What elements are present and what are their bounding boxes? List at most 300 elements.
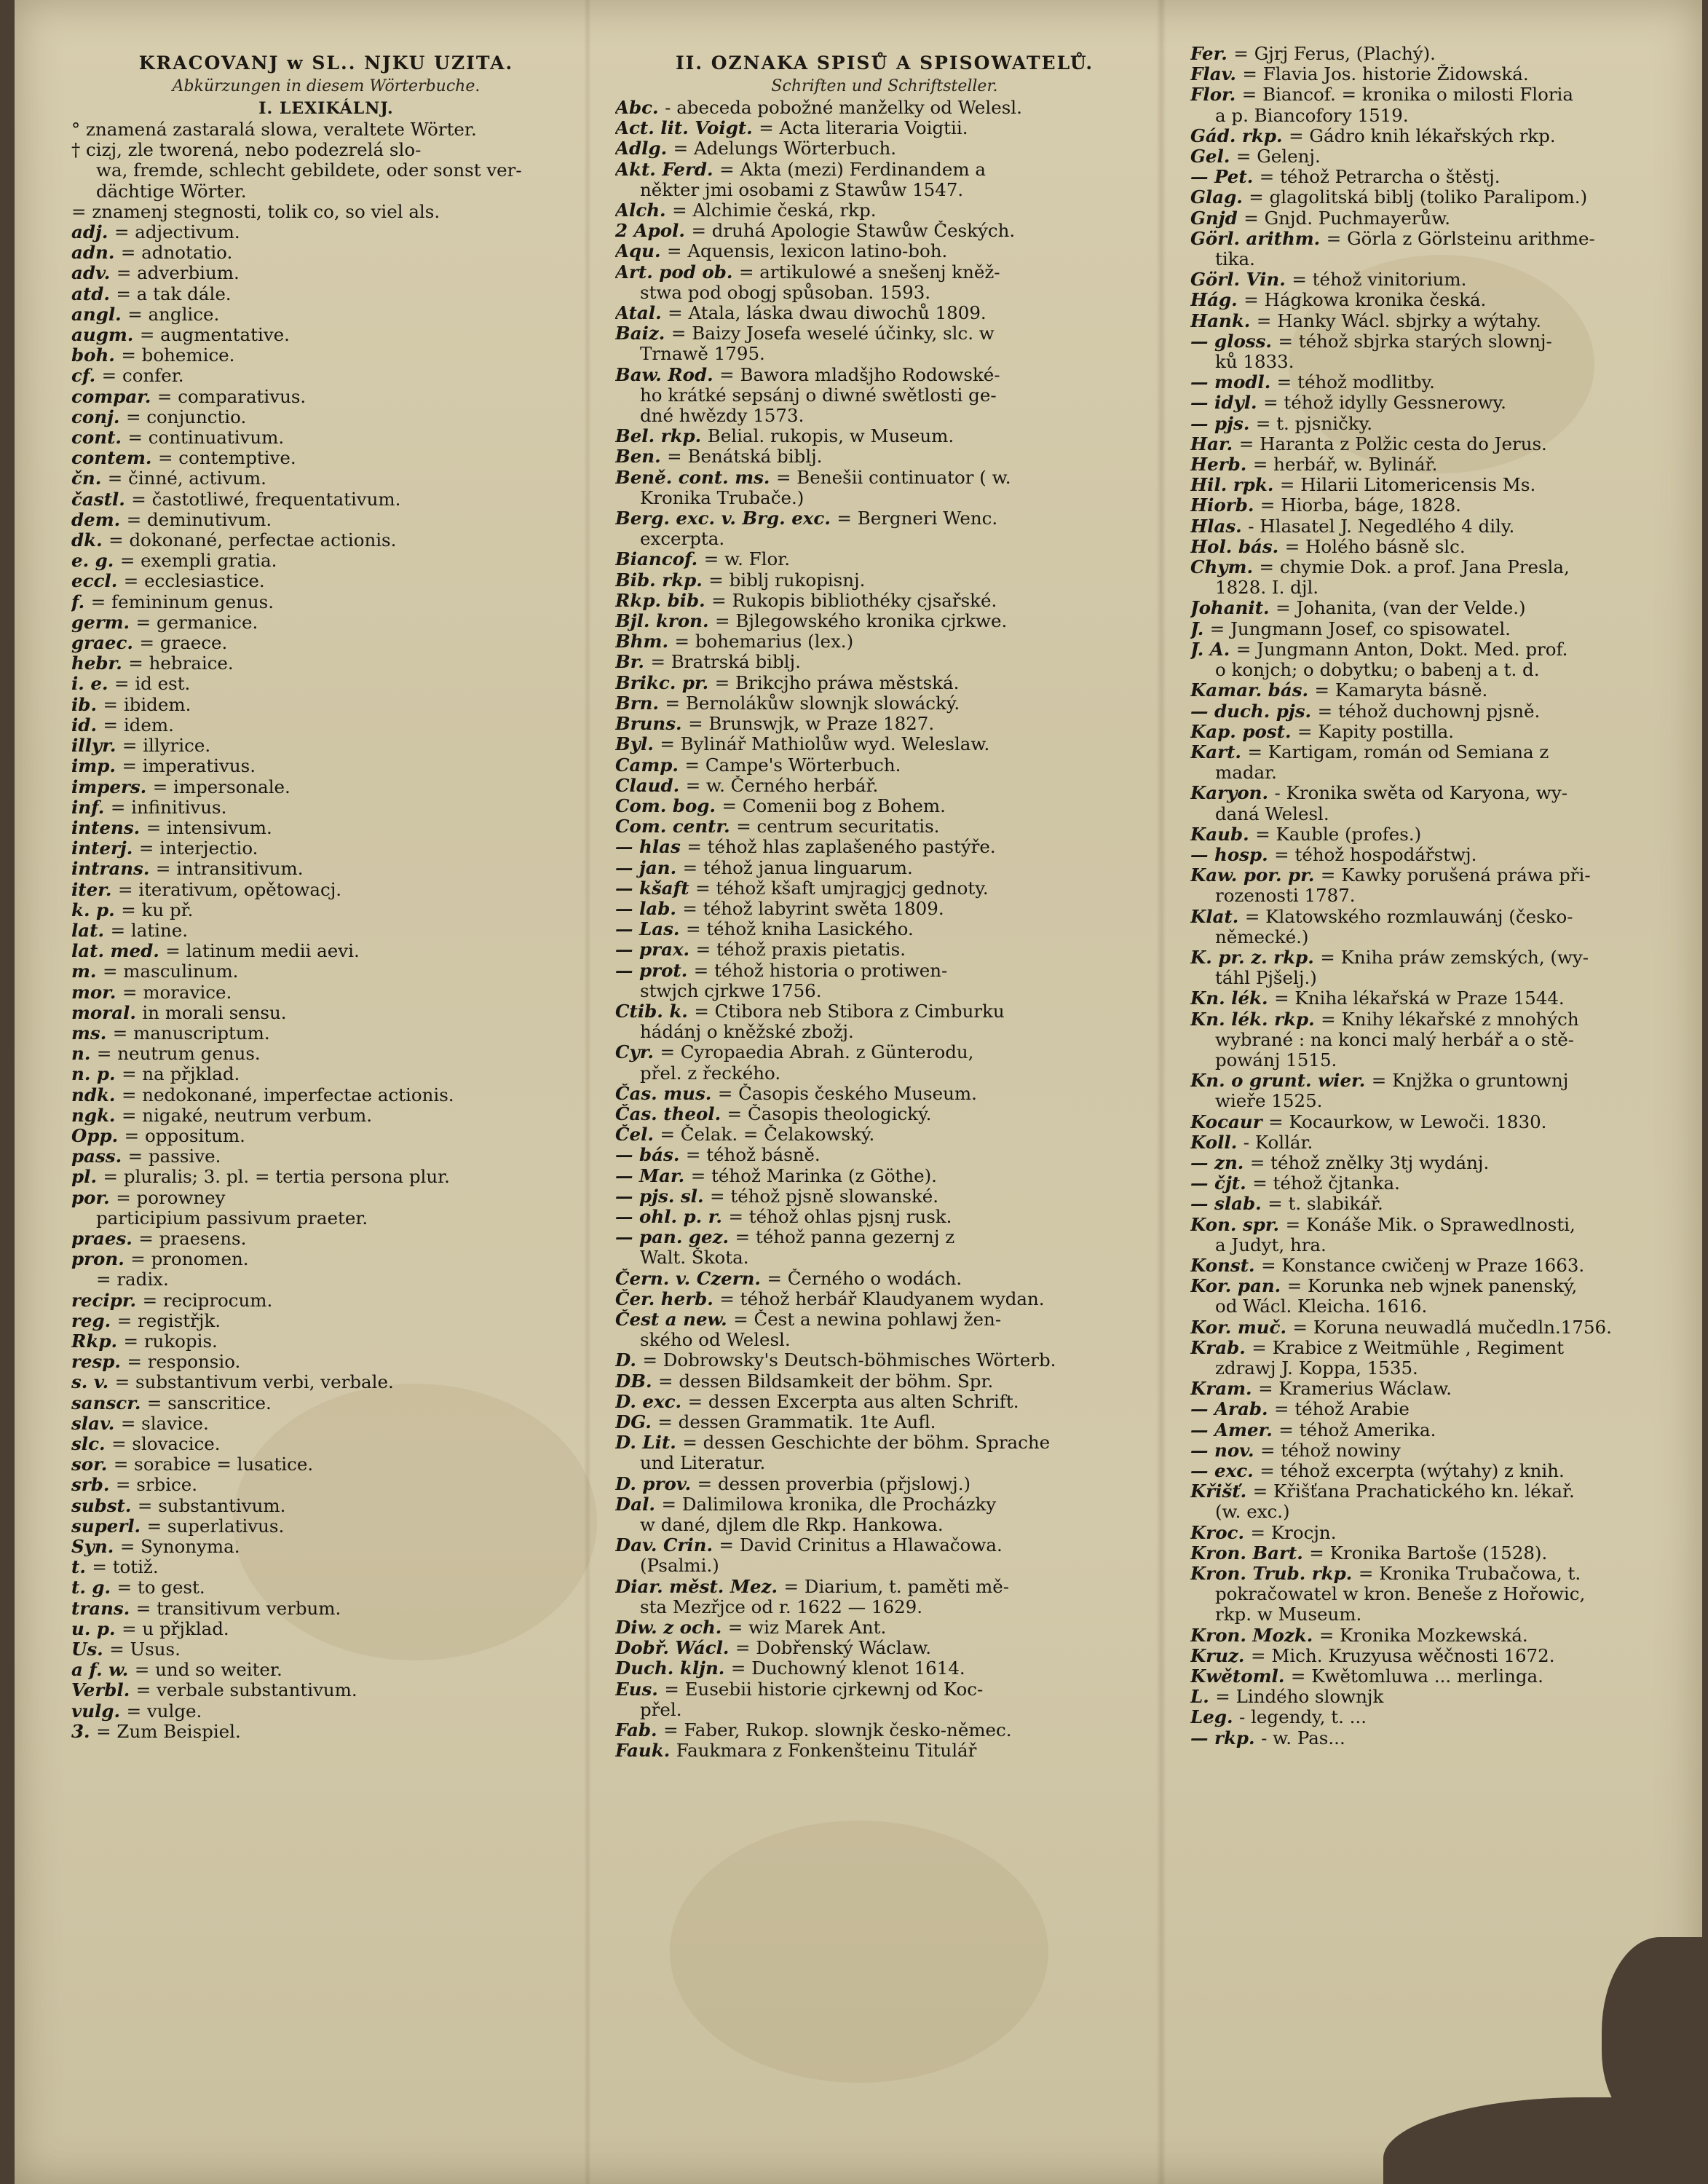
entry-line xyxy=(1190,187,1693,208)
entry-text: = častotliwé, frequentativum. xyxy=(131,489,401,510)
entry-text: Trnawě 1795. xyxy=(640,344,765,365)
entry-abbreviation: augm. xyxy=(71,325,134,346)
entry-text: madar. xyxy=(1215,762,1277,784)
entry-text: = Gelenj. xyxy=(1235,146,1321,167)
entry-line xyxy=(1190,577,1693,598)
entry-text: = téhož znělky 3tj wydánj. xyxy=(1249,1152,1490,1173)
entry-text: † cizj, zle tworená, nebo podezrelá slo- xyxy=(71,140,422,161)
section-heading: I. LEXIKÁLNJ. xyxy=(258,99,394,118)
entry-text: = Časopis českého Museum. xyxy=(717,1083,977,1104)
entry-abbreviation: interj. xyxy=(71,838,133,859)
entry-line xyxy=(1190,1564,1693,1584)
entry-line xyxy=(71,1475,581,1495)
entry-abbreviation: Flav. xyxy=(1190,64,1236,85)
scanned-page xyxy=(15,0,1702,2184)
entry-abbreviation: Kor. pan. xyxy=(1190,1276,1281,1297)
entry-line xyxy=(615,570,1154,591)
entry-abbreviation: graec. xyxy=(71,633,133,654)
entry-text: = téhož praxis pietatis. xyxy=(695,939,906,961)
entry-line xyxy=(615,1720,1154,1741)
entry-abbreviation: Kon. spr. xyxy=(1190,1214,1280,1235)
entry-line xyxy=(615,693,1154,714)
entry-abbreviation: trans. xyxy=(71,1598,130,1619)
entry-line xyxy=(1190,1707,1693,1727)
entry-line xyxy=(71,1105,581,1126)
entry-text: powánj 1515. xyxy=(1215,1049,1337,1071)
entry-abbreviation: D. exc. xyxy=(615,1391,682,1412)
entry-abbreviation: — Arab. xyxy=(1190,1399,1268,1420)
entry-line xyxy=(615,1617,1154,1638)
entry-text: ského od Welesl. xyxy=(640,1330,791,1351)
entry-text: = Benešii continuator ( w. xyxy=(775,467,1011,488)
entry-abbreviation: hebr. xyxy=(71,653,122,674)
entry-abbreviation: Art. pod ob. xyxy=(615,261,733,283)
entry-abbreviation: Kron. Mozk. xyxy=(1190,1625,1313,1646)
entry-text: = graece. xyxy=(139,633,228,654)
entry-text: přel. z řeckého. xyxy=(640,1063,781,1084)
entry-line xyxy=(71,571,581,591)
entry-abbreviation: intrans. xyxy=(71,859,150,880)
entry-abbreviation: K. pr. z. rkp. xyxy=(1190,947,1314,968)
entry-abbreviation: Bruns. xyxy=(615,714,682,735)
entry-line xyxy=(71,263,581,283)
entry-text: = t. pjsničky. xyxy=(1255,413,1373,434)
entry-abbreviation: Kor. muč. xyxy=(1190,1317,1286,1338)
entry-text: = Dobrowsky's Deutsch-böhmisches Wörterb. xyxy=(642,1350,1056,1371)
entry-text: = slovacice. xyxy=(111,1434,221,1454)
entry-text: = dessen Grammatik. 1te Aufl. xyxy=(657,1412,936,1432)
entry-line xyxy=(71,1516,581,1537)
entry-abbreviation: Beně. cont. ms. xyxy=(615,467,770,488)
entry-line xyxy=(71,592,581,612)
entry-line xyxy=(71,140,581,160)
entry-text: = femininum genus. xyxy=(90,591,274,612)
entry-text: = glagolitská biblj (toliko Paralipom.) xyxy=(1249,187,1588,208)
entry-abbreviation: a f. w. xyxy=(71,1660,129,1681)
entry-text: = oppositum. xyxy=(124,1125,245,1146)
entry-line xyxy=(71,1414,581,1434)
entry-abbreviation: častl. xyxy=(71,489,125,510)
entry-line xyxy=(615,961,1154,981)
entry-abbreviation: Čas. theol. xyxy=(615,1103,721,1124)
entry-line xyxy=(71,653,581,674)
entry-line xyxy=(71,736,581,756)
entry-line xyxy=(1190,824,1693,845)
entry-line xyxy=(1190,968,1693,988)
entry-text: = latine. xyxy=(110,920,189,941)
entry-line xyxy=(1190,1338,1693,1358)
column-fold xyxy=(1156,0,1166,2184)
entry-text: = téhož hospodářstwj. xyxy=(1274,844,1477,865)
entry-abbreviation: Br. xyxy=(615,652,644,673)
entry-text: - legendy, t. ... xyxy=(1239,1707,1367,1728)
entry-line xyxy=(1190,1235,1693,1255)
entry-line xyxy=(1190,1399,1693,1419)
entry-text: sta Mezřjce od r. 1622 — 1629. xyxy=(640,1596,923,1617)
entry-text: = sorabice = lusatice. xyxy=(113,1454,314,1475)
entry-abbreviation: Brikc. pr. xyxy=(615,672,709,693)
entry-text: = reciprocum. xyxy=(142,1290,273,1311)
entry-line xyxy=(71,489,581,510)
entry-text: = téhož excerpta (wýtahy) z knih. xyxy=(1260,1461,1565,1482)
entry-abbreviation: — Pet. xyxy=(1190,167,1254,188)
entry-line xyxy=(71,325,581,345)
entry-line xyxy=(615,796,1154,816)
entry-text: = Bylinář Mathiolůw wyd. Weleslaw. xyxy=(660,734,990,755)
entry-text: = dokonané, perfectae actionis. xyxy=(108,530,397,551)
entry-abbreviation: — slab. xyxy=(1190,1194,1262,1215)
entry-abbreviation: Abc. xyxy=(615,98,659,118)
entry-line xyxy=(615,283,1154,303)
entry-text: = t. slabikář. xyxy=(1268,1194,1383,1215)
entry-text: = Holého básně slc. xyxy=(1284,536,1466,557)
entry-text: = David Crinitus a Hlawačowa. xyxy=(719,1535,1003,1556)
entry-abbreviation: D. Lit. xyxy=(615,1432,676,1454)
entry-line xyxy=(615,508,1154,529)
entry-line xyxy=(615,1658,1154,1679)
entry-abbreviation: germ. xyxy=(71,612,130,633)
entry-line xyxy=(615,1166,1154,1186)
entry-abbreviation: — hlas xyxy=(615,837,681,858)
entry-text: = téhož labyrint swěta 1809. xyxy=(682,898,944,919)
entry-text: = Benátská biblj. xyxy=(667,446,823,468)
entry-abbreviation: — nov. xyxy=(1190,1440,1254,1461)
entry-text: = Kocaurkow, w Lewoči. 1830. xyxy=(1268,1111,1547,1132)
entry-line xyxy=(615,426,1154,446)
entry-line xyxy=(1190,988,1693,1009)
entry-text: ho krátké sepsánj o diwné swětlosti ge- xyxy=(640,385,997,406)
entry-text: = Bergneri Wenc. xyxy=(837,508,998,529)
entry-abbreviation: Gnjd xyxy=(1190,208,1238,229)
entry-abbreviation: DB. xyxy=(615,1371,652,1392)
entry-abbreviation: D. prov. xyxy=(615,1473,692,1494)
entry-text: = téhož ohlas pjsnj rusk. xyxy=(728,1206,952,1227)
entry-text: = Krocjn. xyxy=(1250,1522,1337,1543)
entry-line xyxy=(615,468,1154,488)
entry-abbreviation: Adlg. xyxy=(615,138,668,159)
entry-abbreviation: Bjl. kron. xyxy=(615,611,709,632)
entry-line xyxy=(1190,393,1693,413)
entry-text: = Brunswjk, w Praze 1827. xyxy=(688,714,935,735)
entry-text: = adjectivum. xyxy=(114,222,240,243)
entry-abbreviation: subst. xyxy=(71,1495,132,1516)
entry-abbreviation: — pjs. xyxy=(1190,413,1250,434)
entry-text: excerpta. xyxy=(640,529,725,550)
entry-line xyxy=(71,1537,581,1557)
entry-line xyxy=(615,344,1154,364)
entry-abbreviation: pron. xyxy=(71,1249,124,1270)
entry-text: = iterativum, opětowacj. xyxy=(117,879,342,900)
entry-line xyxy=(615,919,1154,939)
entry-text: = centrum securitatis. xyxy=(736,816,940,837)
entry-abbreviation: Čas. mus. xyxy=(615,1083,712,1104)
entry-abbreviation: conj. xyxy=(71,406,120,427)
entry-abbreviation: cont. xyxy=(71,427,122,449)
entry-abbreviation: imp. xyxy=(71,756,116,777)
entry-line xyxy=(71,1044,581,1064)
entry-abbreviation: J. xyxy=(1190,618,1204,639)
entry-text: = Čelak. = Čelakowský. xyxy=(660,1124,875,1146)
entry-abbreviation: Rkp. xyxy=(71,1330,117,1352)
entry-abbreviation: Brn. xyxy=(615,693,659,714)
entry-text: = nigaké, neutrum verbum. xyxy=(121,1105,373,1126)
entry-text: = Kronika Bartoše (1528). xyxy=(1309,1542,1548,1564)
entry-line xyxy=(1190,660,1693,680)
entry-line xyxy=(71,1249,581,1269)
entry-line xyxy=(1190,434,1693,454)
entry-line xyxy=(1190,495,1693,516)
entry-line xyxy=(71,941,581,961)
entry-line xyxy=(615,446,1154,467)
entry-abbreviation: Dav. Crin. xyxy=(615,1535,713,1556)
entry-abbreviation: čn. xyxy=(71,468,102,489)
entry-text: wybrané : na konci malý herbář a o stě- xyxy=(1215,1029,1575,1050)
entry-text: = Comenii bog z Bohem. xyxy=(721,795,946,816)
entry-abbreviation: 3. xyxy=(71,1721,90,1742)
entry-line xyxy=(615,939,1154,960)
entry-text: = Čest a newina pohlawj žen- xyxy=(733,1309,1002,1330)
entry-line xyxy=(615,118,1154,138)
entry-abbreviation: Bib. rkp. xyxy=(615,569,703,591)
entry-text: 1828. I. djl. xyxy=(1215,577,1319,599)
entry-line xyxy=(615,1001,1154,1022)
entry-abbreviation: t. xyxy=(71,1557,86,1578)
entry-text: = Faber, Rukop. slownjk česko-němec. xyxy=(663,1720,1012,1741)
entry-line xyxy=(615,303,1154,323)
entry-text: = praesens. xyxy=(138,1228,247,1249)
entry-text: = Lindého slownjk xyxy=(1215,1687,1384,1708)
entry-abbreviation: Kart. xyxy=(1190,741,1241,762)
entry-abbreviation: Us. xyxy=(71,1639,103,1660)
entry-abbreviation: Leg. xyxy=(1190,1707,1233,1728)
entry-text: = Rukopis bibliothéky cjsařské. xyxy=(711,590,997,611)
entry-text: = manuscriptum. xyxy=(112,1022,270,1044)
entry-line xyxy=(615,385,1154,406)
entry-text: = dessen Bildsamkeit der böhm. Spr. xyxy=(658,1371,994,1392)
entry-abbreviation: adn. xyxy=(71,243,115,264)
entry-line xyxy=(71,1064,581,1084)
entry-abbreviation: Syn. xyxy=(71,1537,114,1558)
entry-line xyxy=(71,838,581,859)
column-lexical xyxy=(71,51,581,1742)
entry-line xyxy=(71,920,581,941)
entry-abbreviation: n. p. xyxy=(71,1064,116,1085)
entry-line xyxy=(615,1453,1154,1473)
entry-text: = w. Flor. xyxy=(703,549,791,570)
entry-line xyxy=(71,510,581,530)
entry-line xyxy=(615,1638,1154,1658)
entry-abbreviation: D. xyxy=(615,1350,636,1371)
entry-line xyxy=(1190,454,1693,475)
entry-text: stwa pod obogj spůsoban. 1593. xyxy=(640,282,931,303)
entry-line xyxy=(1190,229,1693,249)
entry-abbreviation: Berg. exc. v. Brg. exc. xyxy=(615,508,831,529)
entry-text: = porowney xyxy=(116,1187,226,1208)
entry-line xyxy=(71,1188,581,1208)
entry-line xyxy=(1190,537,1693,557)
entry-text: = illyrice. xyxy=(122,736,211,757)
entry-line xyxy=(615,1432,1154,1453)
entry-text: = Zum Beispiel. xyxy=(96,1721,241,1742)
entry-text: = Cyropaedia Abrah. z Günterodu, xyxy=(660,1042,974,1063)
entry-abbreviation: praes. xyxy=(71,1228,133,1249)
entry-line xyxy=(1190,1502,1693,1522)
entry-line xyxy=(71,1619,581,1639)
entry-abbreviation: Fer. xyxy=(1190,44,1227,64)
entry-abbreviation: Ben. xyxy=(615,446,661,468)
entry-text: (Psalmi.) xyxy=(640,1556,719,1577)
column-fold xyxy=(584,0,591,2184)
entry-line xyxy=(71,1290,581,1311)
entry-line xyxy=(71,222,581,243)
entry-line xyxy=(71,284,581,304)
entry-abbreviation: L. xyxy=(1190,1687,1209,1708)
entry-abbreviation: Gád. rkp. xyxy=(1190,125,1283,146)
entry-text: = Mich. Kruzyusa wěčnosti 1672. xyxy=(1251,1645,1555,1666)
entry-abbreviation: — ohl. p. r. xyxy=(615,1206,722,1227)
entry-text: = téhož duchownj pjsně. xyxy=(1317,701,1541,722)
entry-text: = Dobřenský Wáclaw. xyxy=(735,1638,932,1659)
entry-abbreviation: srb. xyxy=(71,1475,110,1496)
entry-abbreviation: Herb. xyxy=(1190,454,1247,476)
entry-text: = téhož vinitorium. xyxy=(1292,269,1467,291)
entry-line xyxy=(615,1186,1154,1207)
entry-line xyxy=(71,530,581,551)
entry-abbreviation: Alch. xyxy=(615,200,666,221)
entry-abbreviation: Čern. v. Czern. xyxy=(615,1268,761,1289)
entry-abbreviation: — prax. xyxy=(615,939,690,961)
entry-line xyxy=(71,1496,581,1516)
entry-text: = Hanky Wácl. sbjrky a wýtahy. xyxy=(1256,310,1542,331)
entry-text: Belial. rukopis, w Museum. xyxy=(707,426,954,447)
entry-line xyxy=(71,859,581,879)
entry-abbreviation: Verbl. xyxy=(71,1680,130,1701)
entry-abbreviation: Diar. měst. Mez. xyxy=(615,1576,778,1597)
entry-abbreviation: pass. xyxy=(71,1146,122,1167)
entry-text: = téhož hlas zaplašeného pastýře. xyxy=(687,837,996,858)
entry-text: = Kramerius Wáclaw. xyxy=(1258,1379,1452,1400)
entry-text: stwjch cjrkwe 1756. xyxy=(640,980,822,1001)
entry-line xyxy=(615,241,1154,261)
entry-line xyxy=(1190,84,1693,105)
entry-text: = radix. xyxy=(96,1269,169,1290)
column-sources xyxy=(615,51,1154,1761)
entry-abbreviation: ndk. xyxy=(71,1084,116,1105)
entry-line xyxy=(71,982,581,1003)
entry-line xyxy=(1190,372,1693,393)
entry-abbreviation: ib. xyxy=(71,694,97,715)
entry-line xyxy=(1190,1030,1693,1050)
entry-line xyxy=(1190,290,1693,310)
entry-abbreviation: — jan. xyxy=(615,857,677,878)
entry-line xyxy=(615,734,1154,754)
entry-abbreviation: Kn. lék. xyxy=(1190,988,1268,1009)
entry-abbreviation: u. p. xyxy=(71,1618,116,1639)
entry-text: = Synonyma. xyxy=(119,1537,240,1558)
column-sources-continued xyxy=(1190,44,1693,1749)
entry-list xyxy=(615,98,1154,1761)
entry-text: = wiz Marek Ant. xyxy=(727,1617,887,1639)
entry-line xyxy=(1190,1481,1693,1502)
entry-line xyxy=(615,549,1154,569)
entry-text: = téhož Petrarcha o štěstj. xyxy=(1259,167,1501,188)
entry-line xyxy=(71,695,581,715)
entry-line xyxy=(1190,1666,1693,1687)
entry-line xyxy=(615,899,1154,919)
column-heading: II. OZNAKA SPISŮ A SPISOWATELŮ. xyxy=(675,52,1094,74)
entry-text: = Hilarii Litomericensis Ms. xyxy=(1279,475,1536,496)
entry-line xyxy=(615,1494,1154,1515)
entry-line xyxy=(1190,783,1693,803)
entry-line xyxy=(615,1145,1154,1165)
entry-text: = adverbium. xyxy=(116,263,240,284)
entry-text: = Jungmann Josef, co spisowatel. xyxy=(1209,618,1511,639)
entry-text: = Dalimilowa kronika, dle Procházky xyxy=(661,1494,997,1515)
entry-line xyxy=(71,633,581,653)
entry-line xyxy=(71,1639,581,1660)
entry-line xyxy=(1190,1604,1693,1625)
entry-line xyxy=(1190,722,1693,742)
entry-text: = verbale substantivum. xyxy=(135,1680,357,1701)
entry-text: = Haranta z Polžic cesta do Jerus. xyxy=(1238,433,1547,454)
entry-text: = intensivum. xyxy=(146,817,272,838)
entry-text: Faukmara z Fonkenšteinu Titulář xyxy=(676,1741,977,1762)
entry-abbreviation: — duch. pjs. xyxy=(1190,701,1312,722)
entry-text: = téhož sbjrka starých slownj- xyxy=(1278,331,1552,352)
entry-text: = contemptive. xyxy=(157,448,296,469)
entry-text: = Hágkowa kronika česká. xyxy=(1244,290,1487,311)
entry-line xyxy=(615,755,1154,776)
entry-abbreviation: Kwětoml. xyxy=(1190,1666,1285,1687)
entry-line xyxy=(615,1392,1154,1412)
entry-line xyxy=(615,591,1154,611)
entry-text: = Bratrská biblj. xyxy=(650,652,801,673)
entry-abbreviation: id. xyxy=(71,714,97,736)
entry-line xyxy=(71,1660,581,1680)
entry-text: = neutrum genus. xyxy=(96,1044,261,1065)
entry-text: = Adelungs Wörterbuch. xyxy=(673,138,897,159)
entry-line xyxy=(615,1535,1154,1556)
entry-line xyxy=(71,1598,581,1619)
entry-abbreviation: — kšaft xyxy=(615,878,689,899)
entry-line xyxy=(1190,1215,1693,1235)
entry-line xyxy=(71,1454,581,1475)
entry-text: = druhá Apologie Stawůw Českých. xyxy=(691,221,1016,242)
entry-abbreviation: i. e. xyxy=(71,674,108,695)
entry-text: = interjectio. xyxy=(138,838,258,859)
entry-text: = Knihy lékařské z mnohých xyxy=(1321,1009,1579,1030)
entry-line xyxy=(1190,1420,1693,1440)
entry-text: = dessen proverbia (přjslowj.) xyxy=(697,1473,971,1494)
entry-line xyxy=(615,652,1154,672)
entry-text: a Judyt, hra. xyxy=(1215,1234,1327,1255)
entry-line xyxy=(1190,619,1693,639)
entry-line xyxy=(71,427,581,448)
entry-line xyxy=(71,387,581,407)
entry-text: ků 1833. xyxy=(1215,352,1294,373)
entry-abbreviation: Konst. xyxy=(1190,1255,1255,1276)
entry-text: = transitivum verbum. xyxy=(135,1598,341,1619)
entry-text: o konjch; o dobytku; o babenj a t. d. xyxy=(1215,660,1540,681)
entry-line xyxy=(1190,208,1693,229)
entry-text: = Aquensis, lexicon latino-boh. xyxy=(667,241,948,262)
entry-line xyxy=(615,611,1154,631)
entry-line xyxy=(1190,701,1693,722)
entry-text: = téhož kniha Lasického. xyxy=(686,919,914,940)
entry-line xyxy=(1190,1584,1693,1604)
entry-abbreviation: sanscr. xyxy=(71,1392,141,1414)
entry-line xyxy=(71,756,581,776)
